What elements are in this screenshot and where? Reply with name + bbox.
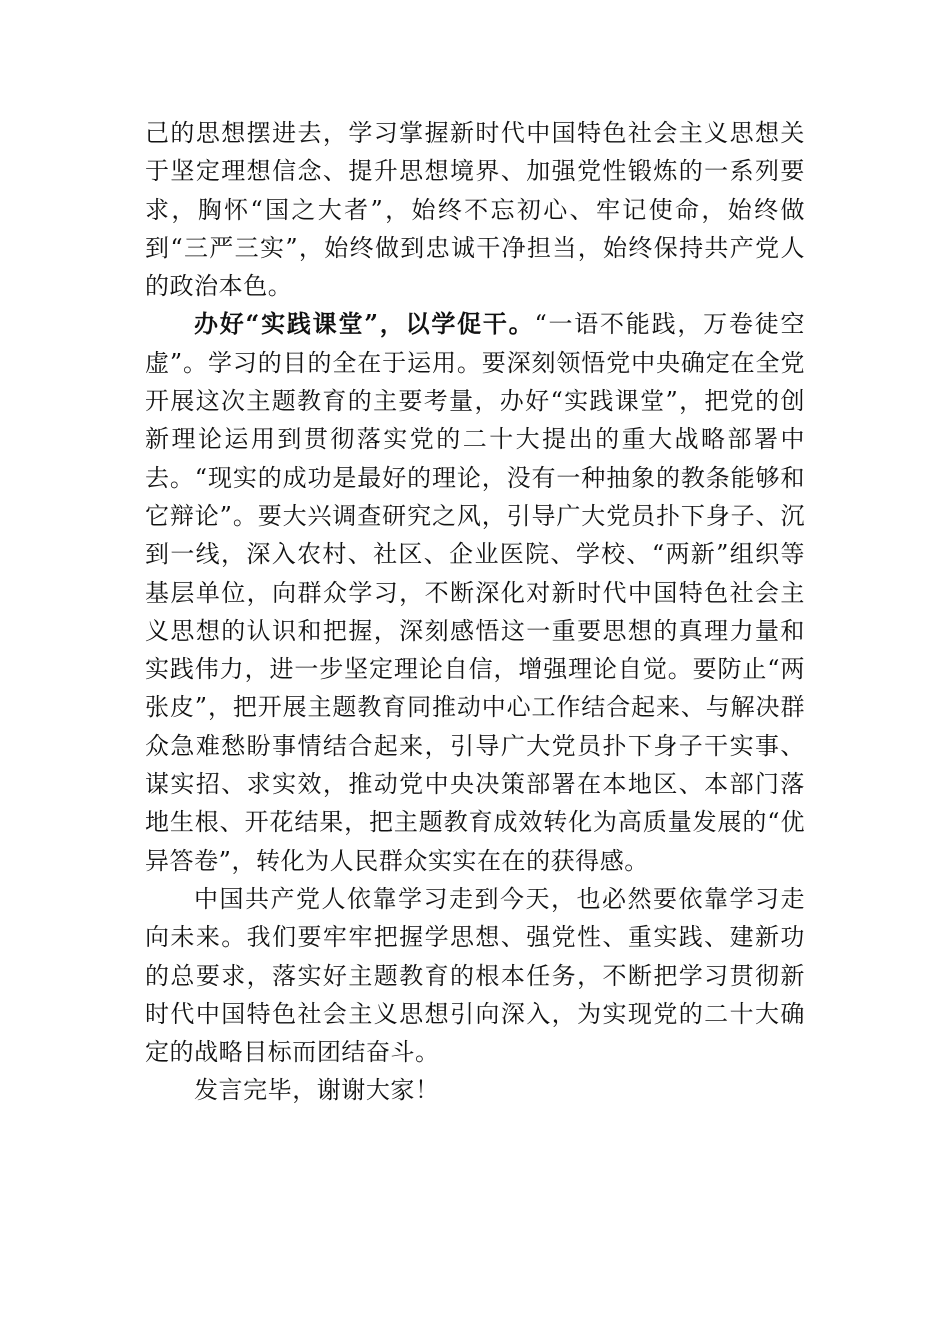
paragraph-lead-heading: 办好“实践课堂”，以学促干。 <box>194 309 535 339</box>
paragraph-text: 己的思想摆进去，学习掌握新时代中国特色社会主义思想关于坚定理想信念、提升思想境界、加强党性锻炼的一系列要求，胸怀“国之大者”，始终不忘初心、牢记使命，始终做到“三严三实”，始终做到忠诚干净担当，始终保持共产党人的政治本色。 <box>145 119 805 301</box>
paragraph-text: 发言完毕，谢谢大家！ <box>194 1076 440 1105</box>
paragraph-text: 中国共产党人依靠学习走到今天，也必然要依靠学习走向未来。我们要牢牢把握学思想、强党性、重实践、建新功的总要求，落实好主题教育的根本任务，不断把学习贯彻新时代中国特色社会主义思想引向深入，为实现党的二十大确定的战略目标而团结奋斗。 <box>145 884 805 1067</box>
paragraph-closing-remark <box>145 1071 805 1109</box>
paragraph-continuation <box>145 114 805 305</box>
paragraph-practice-classroom <box>145 305 805 879</box>
paragraph-conclusion <box>145 880 805 1071</box>
paragraph-text: “一语不能践，万卷徒空虚”。学习的目的全在于运用。要深刻领悟党中央确定在全党开展这次主题教育的主要考量，办好“实践课堂”，把党的创新理论运用到贯彻落实党的二十大提出的重大战略部署中去。“现实的成功是最好的理论，没有一种抽象的教条能够和它辩论”。要大兴调查研究之风，引导广大党员扑下身子、沉到一线，深入农村、社区、企业医院、学校、“两新”组织等基层单位，向群众学习，不断深化对新时代中国特色社会主义思想的认识和把握，深刻感悟这一重要思想的真理力量和实践伟力，进一步坚定理论自信，增强理论自觉。要防止“两张皮”，把开展主题教育同推动中心工作结合起来、与解决群众急难愁盼事情结合起来，引导广大党员扑下身子干实事、谋实招、求实效，推动党中央决策部署在本地区、本部门落地生根、开花结果，把主题教育成效转化为高质量发展的“优异答卷”，转化为人民群众实实在在的获得感。 <box>145 310 805 875</box>
document-body <box>145 114 805 1110</box>
